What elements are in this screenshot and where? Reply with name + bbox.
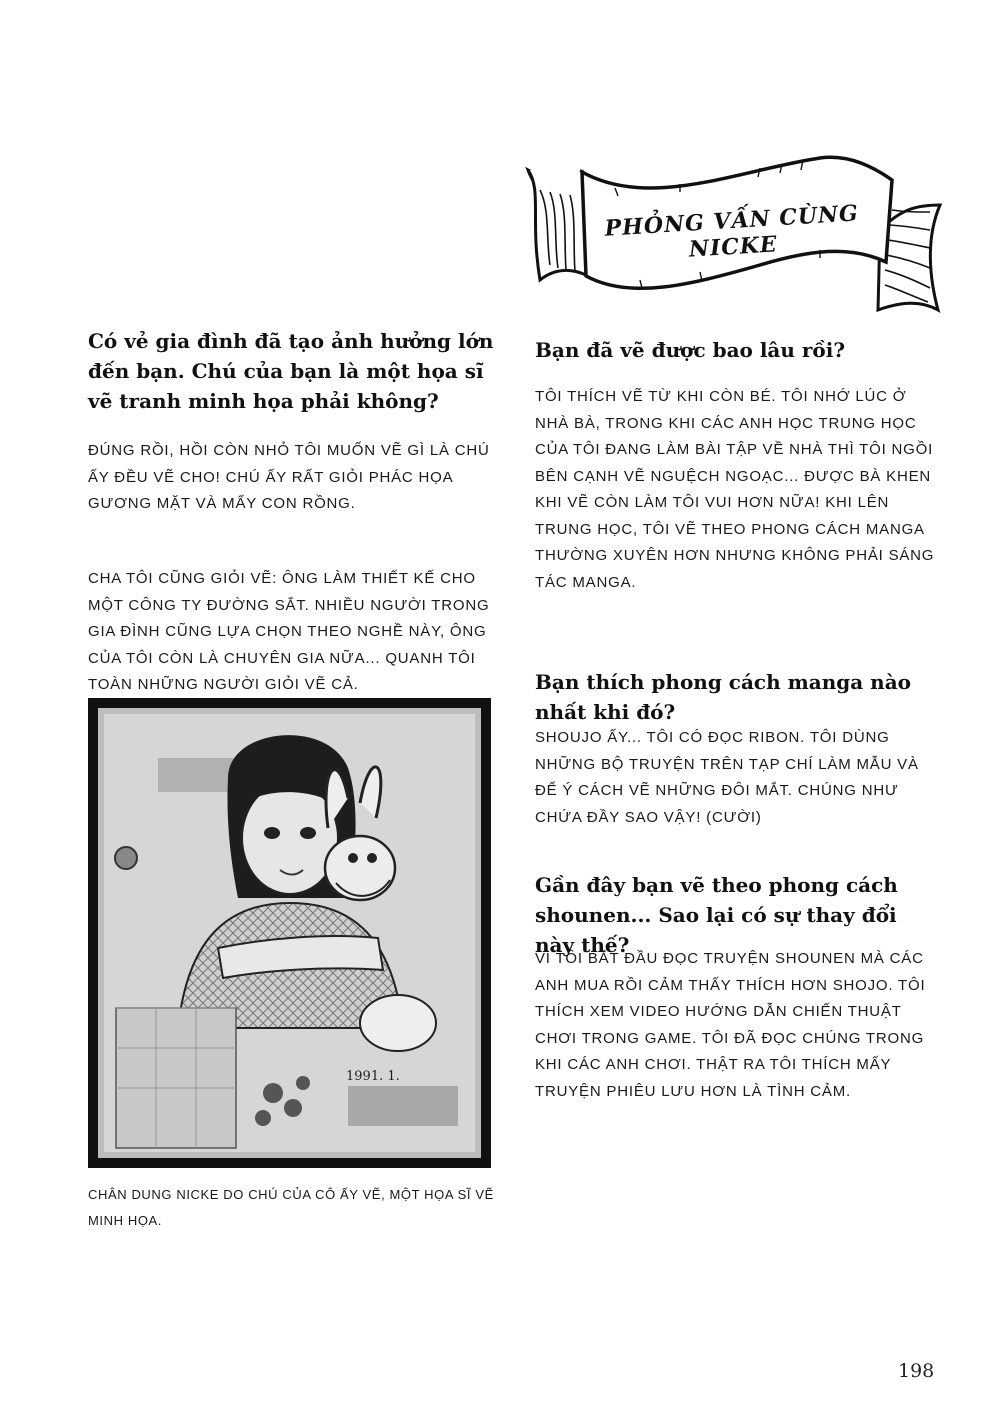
photo-date: 1991. 1.: [346, 1069, 400, 1084]
right-answer-1: TÔI THÍCH VẼ TỪ KHI CÒN BÉ. TÔI NHỚ LÚC Ở NHÀ BÀ, TRONG KHI CÁC ANH HỌC TRUNG HỌC CỦA TÔI ĐANG LÀM BÀI TẬP VỀ NHÀ THÌ TÔI NGỒI BÊN CẠNH VẼ NGUỆCH NGOẠC... ĐƯỢC BÀ KHEN KHI VẼ CÒN LÀM TÔI VUI HƠN NỮA! KHI LÊN TRUNG HỌC, TÔI VẼ THEO PHONG CÁCH MANGA THƯỜNG XUYÊN HƠN NHƯNG KHÔNG PHẢI SÁNG TÁC MANGA.: [535, 388, 935, 591]
right-question-2: Bạn thích phong cách manga nào nhất khi đó?: [535, 670, 912, 724]
right-question-3: Gần đây bạn vẽ theo phong cách shounen... Sao lại có sự thay đổi này thế?: [535, 873, 898, 957]
right-answer-3: VÌ TÔI BẮT ĐẦU ĐỌC TRUYỆN SHOUNEN MÀ CÁC ANH MUA RỒI CẢM THẤY THÍCH HƠN SHOJO. TÔI THÍCH XEM VIDEO HƯỚNG DẪN CHIẾN THUẬT CHƠI TRONG GAME. TÔI ĐÃ ĐỌC CHÚNG TRONG KHI CÁC ANH CHƠI. THẬT RA TÔI THÍCH MẤY TRUYỆN PHIÊU LƯU HƠN LÀ TÌNH CẢM.: [535, 950, 926, 1100]
page-number: 198: [898, 1360, 935, 1382]
portrait-photo: [88, 698, 491, 1168]
left-question: Có vẻ gia đình đã tạo ảnh hưởng lớn đến bạn. Chú của bạn là một họa sĩ vẽ tranh minh họa phải không?: [88, 329, 494, 413]
photo-caption: CHÂN DUNG NICKE DO CHÚ CỦA CÔ ẤY VẼ, MỘT HỌA SĨ VẼ MINH HỌA.: [88, 1187, 494, 1228]
title-banner: [520, 150, 945, 325]
right-answer-2: SHOUJO ẤY... TÔI CÓ ĐỌC RIBON. TÔI DÙNG NHỮNG BỘ TRUYỆN TRÊN TẠP CHÍ LÀM MẪU VÀ ĐỂ Ý CÁCH VẼ NHỮNG ĐÔI MẮT. CHÚNG NHƯ CHỨA ĐẦY SAO VẬY! (CƯỜI): [535, 729, 919, 826]
left-answer-1: ĐÚNG RỒI, HỒI CÒN NHỎ TÔI MUỐN VẼ GÌ LÀ CHÚ ẤY ĐỀU VẼ CHO! CHÚ ẤY RẤT GIỎI PHÁC HỌA GƯƠNG MẶT VÀ MẤY CON RỒNG.: [88, 442, 490, 512]
left-answer-2: CHA TÔI CŨNG GIỎI VẼ: ÔNG LÀM THIẾT KẾ CHO MỘT CÔNG TY ĐƯỜNG SẮT. NHIỀU NGƯỜI TRONG GIA ĐÌNH CŨNG LỰA CHỌN THEO NGHỀ NÀY, ÔNG CỦA TÔI CÒN LÀ CHUYÊN GIA NỮA... QUANH TÔI TOÀN NHỮNG NGƯỜI GIỎI VẼ CẢ.: [88, 570, 490, 693]
portrait-drawing: [98, 708, 481, 1158]
right-question-1: Bạn đã vẽ được bao lâu rồi?: [535, 338, 846, 362]
banner-title: PHỎNG VẤN CÙNG NICKE: [603, 200, 860, 263]
